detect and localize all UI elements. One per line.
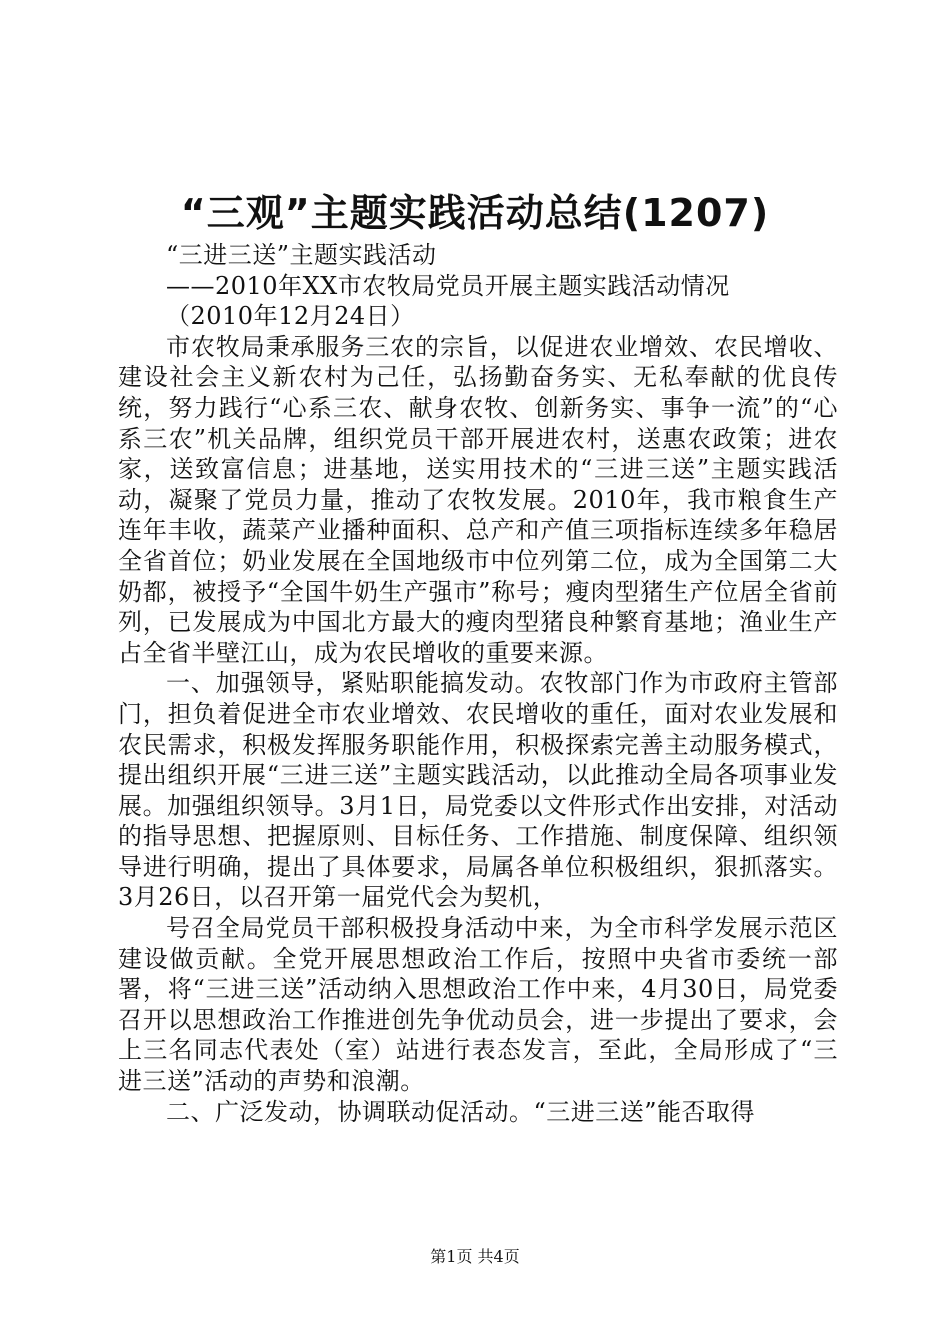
subtitle-line: ——2010年XX市农牧局党员开展主题实践活动情况	[166, 271, 730, 300]
subtitle-date: （2010年12月24日）	[166, 302, 415, 331]
document-title: “三观”主题实践活动总结(1207)	[180, 191, 770, 235]
subtitle-line: “三进三送”主题实践活动	[166, 241, 437, 269]
body-paragraph: 市农牧局秉承服务三农的宗旨，以促进农业增效、农民增收、建设社会主义新农村为己任，弘扬勤奋务实、无私奉献的优良传统，努力践行“心系三农、献身农牧、创新务实、事争一流”的“心系三农”机关品牌，组织党员干部开展进农村，送惠农政策；进农家，送致富信息；进基地，送实用技术的“三进三送”主题实践活动，凝聚了党员力量，推动了农牧发展。2010年，我市粮食生产连年丰收，蔬菜产业播种面积、总产和产值三项指标连续多年稳居全省首位；奶业发展在全国地级市中位列第二位，成为全国第二大奶都，被授予“全国牛奶生产强市”称号；瘦肉型猪生产位居全省前列，已发展成为中国北方最大的瘦肉型猪良种繁育基地；渔业生产占全省半壁江山，成为农民增收的重要来源。	[118, 332, 838, 667]
document-body	[118, 240, 838, 1127]
body-paragraph: 号召全局党员干部积极投身活动中来，为全市科学发展示范区建设做贡献。全党开展思想政治工作后，按照中央省市委统一部署，将“三进三送”活动纳入思想政治工作中来，4月30日，局党委召开以思想政治工作推进创先争优动员会，进一步提出了要求，会上三名同志代表处（室）站进行表态发言，至此，全局形成了“三进三送”活动的声势和浪潮。	[118, 914, 838, 1096]
body-paragraph: 一、加强领导，紧贴职能搞发动。农牧部门作为市政府主管部门，担负着促进全市农业增效、农民增收的重任，面对农业发展和农民需求，积极发挥服务职能作用，积极探索完善主动服务模式，提出组织开展“三进三送”主题实践活动，以此推动全局各项事业发展。加强组织领导。3月1日，局党委以文件形式作出安排，对活动的指导思想、把握原则、目标任务、工作措施、制度保障、组织领导进行明确，提出了具体要求，局属各单位积极组织，狠抓落实。3月26日，以召开第一届党代会为契机，	[118, 669, 838, 912]
page-number: 第1页 共4页	[430, 1247, 520, 1266]
body-paragraph: 二、广泛发动，协调联动促活动。“三进三送”能否取得	[166, 1097, 756, 1126]
